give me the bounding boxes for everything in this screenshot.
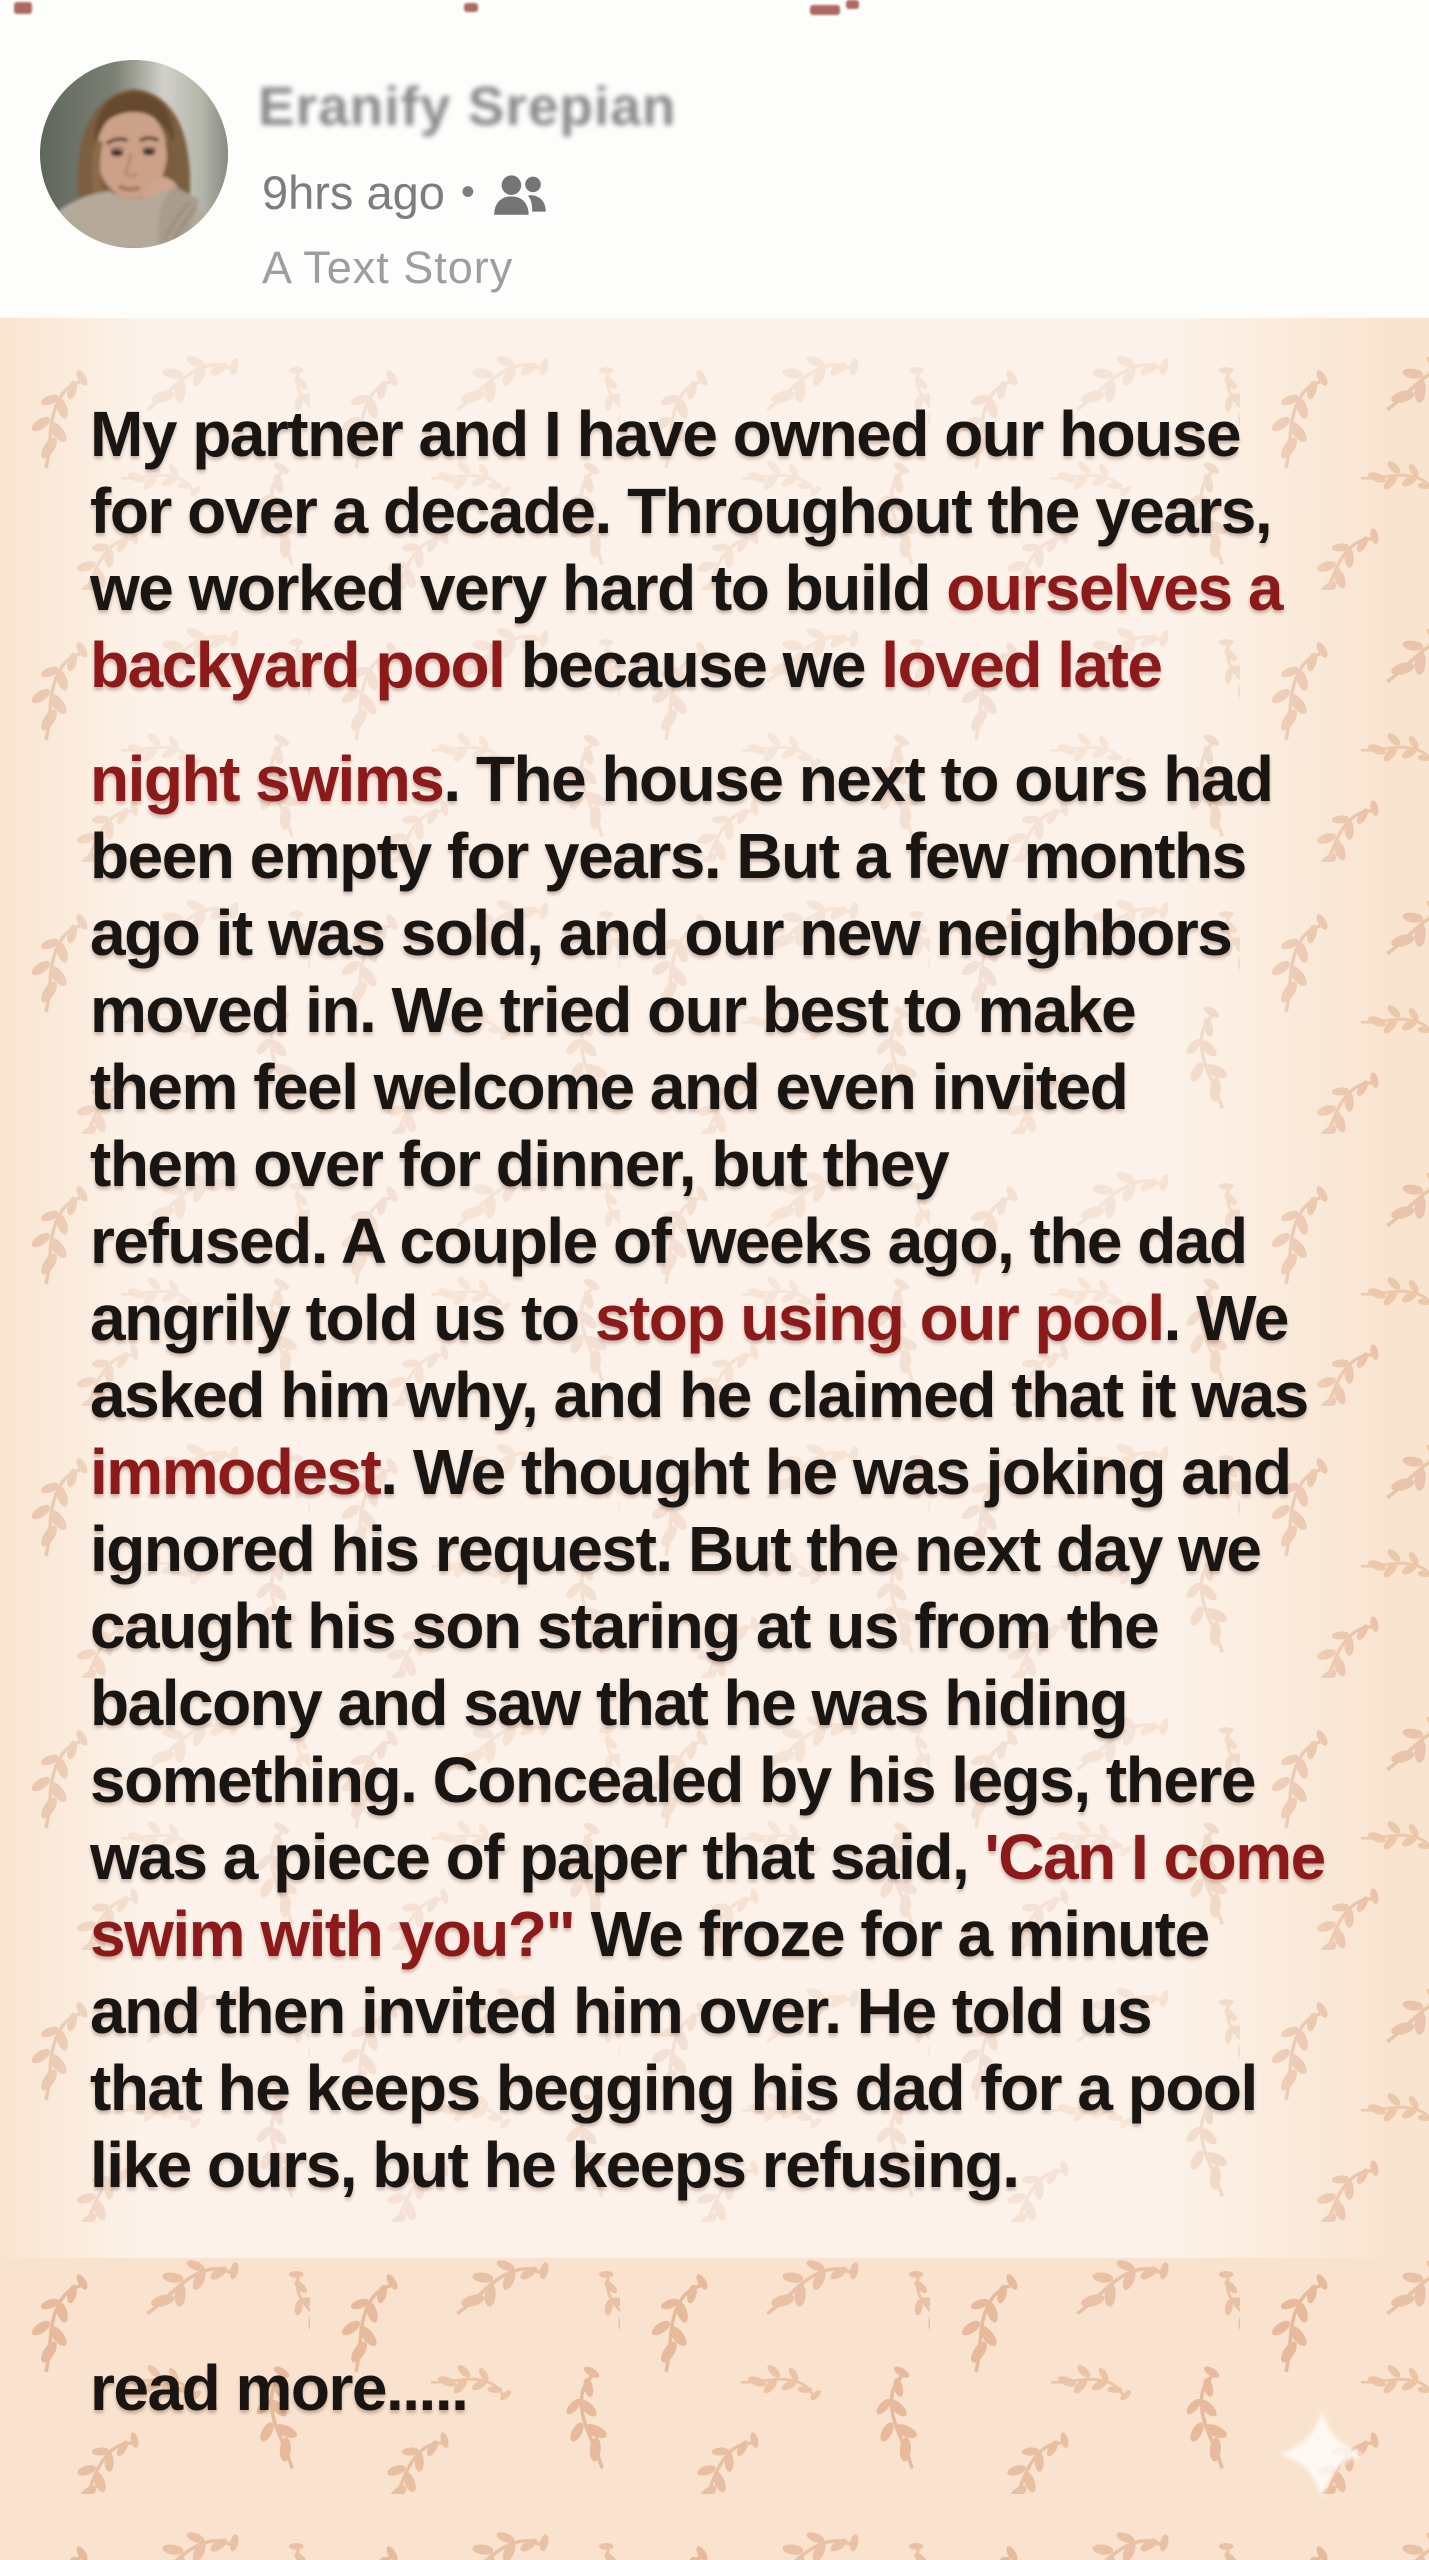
body-line [90, 741, 1405, 818]
avatar-portrait [40, 60, 228, 248]
highlighted-text: swim with you?" [90, 1898, 575, 1970]
body-line [90, 1357, 1405, 1434]
highlighted-text: immodest [90, 1436, 381, 1508]
body-line [90, 2050, 1405, 2127]
highlighted-text: ourselves a [946, 552, 1282, 624]
highlighted-text: night swims [90, 743, 444, 815]
pattern-speck [810, 5, 840, 15]
story-text: moved in. We tried our best to make [90, 974, 1136, 1046]
story-text: for over a decade. Throughout the years, [90, 475, 1272, 547]
read-more [90, 2350, 1405, 2427]
body-line [90, 895, 1405, 972]
body-line [90, 1203, 1405, 1280]
story-text: We froze for a minute [574, 1898, 1209, 1970]
timestamp[interactable]: 9hrs ago [262, 165, 445, 219]
body-line [90, 1665, 1405, 1742]
story-text: something. Concealed by his legs, there [90, 1744, 1255, 1816]
body-line [90, 1434, 1405, 1511]
pattern-speck [464, 3, 478, 12]
highlighted-text: stop using our pool [594, 1282, 1164, 1354]
story-text: because we [504, 629, 882, 701]
post-subtitle: A Text Story [262, 242, 514, 293]
highlighted-text: backyard pool [90, 629, 505, 701]
pattern-speck [14, 2, 32, 14]
story-text: read more..... [90, 2352, 468, 2424]
story-text: them feel welcome and even invited [90, 1051, 1128, 1123]
story-text: caught his son staring at us from the [90, 1590, 1159, 1662]
read-more-text[interactable] [90, 2350, 1405, 2427]
story-text: that he keeps begging his dad for a pool [90, 2052, 1257, 2124]
story-text: was a piece of paper that said, [90, 1821, 985, 1893]
body-line [90, 818, 1405, 895]
story-text: and then invited him over. He told us [90, 1975, 1152, 2047]
body-line [90, 972, 1405, 1049]
avatar[interactable] [40, 60, 228, 248]
story-text: . We [1163, 1282, 1288, 1354]
story-text: refused. A couple of weeks ago, the dad [90, 1205, 1247, 1277]
paragraph-1 [90, 396, 1405, 704]
body-line [90, 627, 1405, 704]
body-line [90, 1742, 1405, 1819]
story-text: like ours, but he keeps refusing. [90, 2129, 1019, 2201]
story-text: angrily told us to [90, 1282, 595, 1354]
post-header [0, 0, 1429, 318]
body-line [90, 1049, 1405, 1126]
pattern-speck [846, 0, 859, 9]
body-line [90, 473, 1405, 550]
body-line [90, 1588, 1405, 1665]
body-line [90, 396, 1405, 473]
body-line [90, 1819, 1405, 1896]
body-line [90, 1511, 1405, 1588]
meta-separator: • [460, 170, 475, 214]
body-line [90, 2127, 1405, 2204]
highlighted-text: 'Can I come [984, 1821, 1325, 1893]
story-text: asked him why, and he claimed that it was [90, 1359, 1308, 1431]
body-line [90, 550, 1405, 627]
highlighted-text: loved late [881, 629, 1162, 701]
story-text: ago it was sold, and our new neighbors [90, 897, 1232, 969]
author-name[interactable]: Eranify Srepian [258, 75, 677, 137]
paragraph-2 [90, 741, 1405, 2204]
story-text: . The house next to ours had [443, 743, 1273, 815]
story-text: balcony and saw that he was hiding [90, 1667, 1128, 1739]
post-body-text [0, 318, 1429, 2427]
friends-icon [491, 173, 549, 217]
body-line [90, 1126, 1405, 1203]
body-line [90, 1280, 1405, 1357]
story-text: we worked very hard to build [90, 552, 947, 624]
post-meta [262, 162, 549, 222]
body-line [90, 1896, 1405, 1973]
story-text: been empty for years. But a few months [90, 820, 1246, 892]
story-image[interactable] [0, 318, 1429, 2560]
story-text: My partner and I have owned our house [90, 398, 1241, 470]
body-line [90, 1973, 1405, 2050]
story-text: . We thought he was joking and [380, 1436, 1291, 1508]
story-text: them over for dinner, but they [90, 1128, 949, 1200]
story-text: ignored his request. But the next day we [90, 1513, 1261, 1585]
